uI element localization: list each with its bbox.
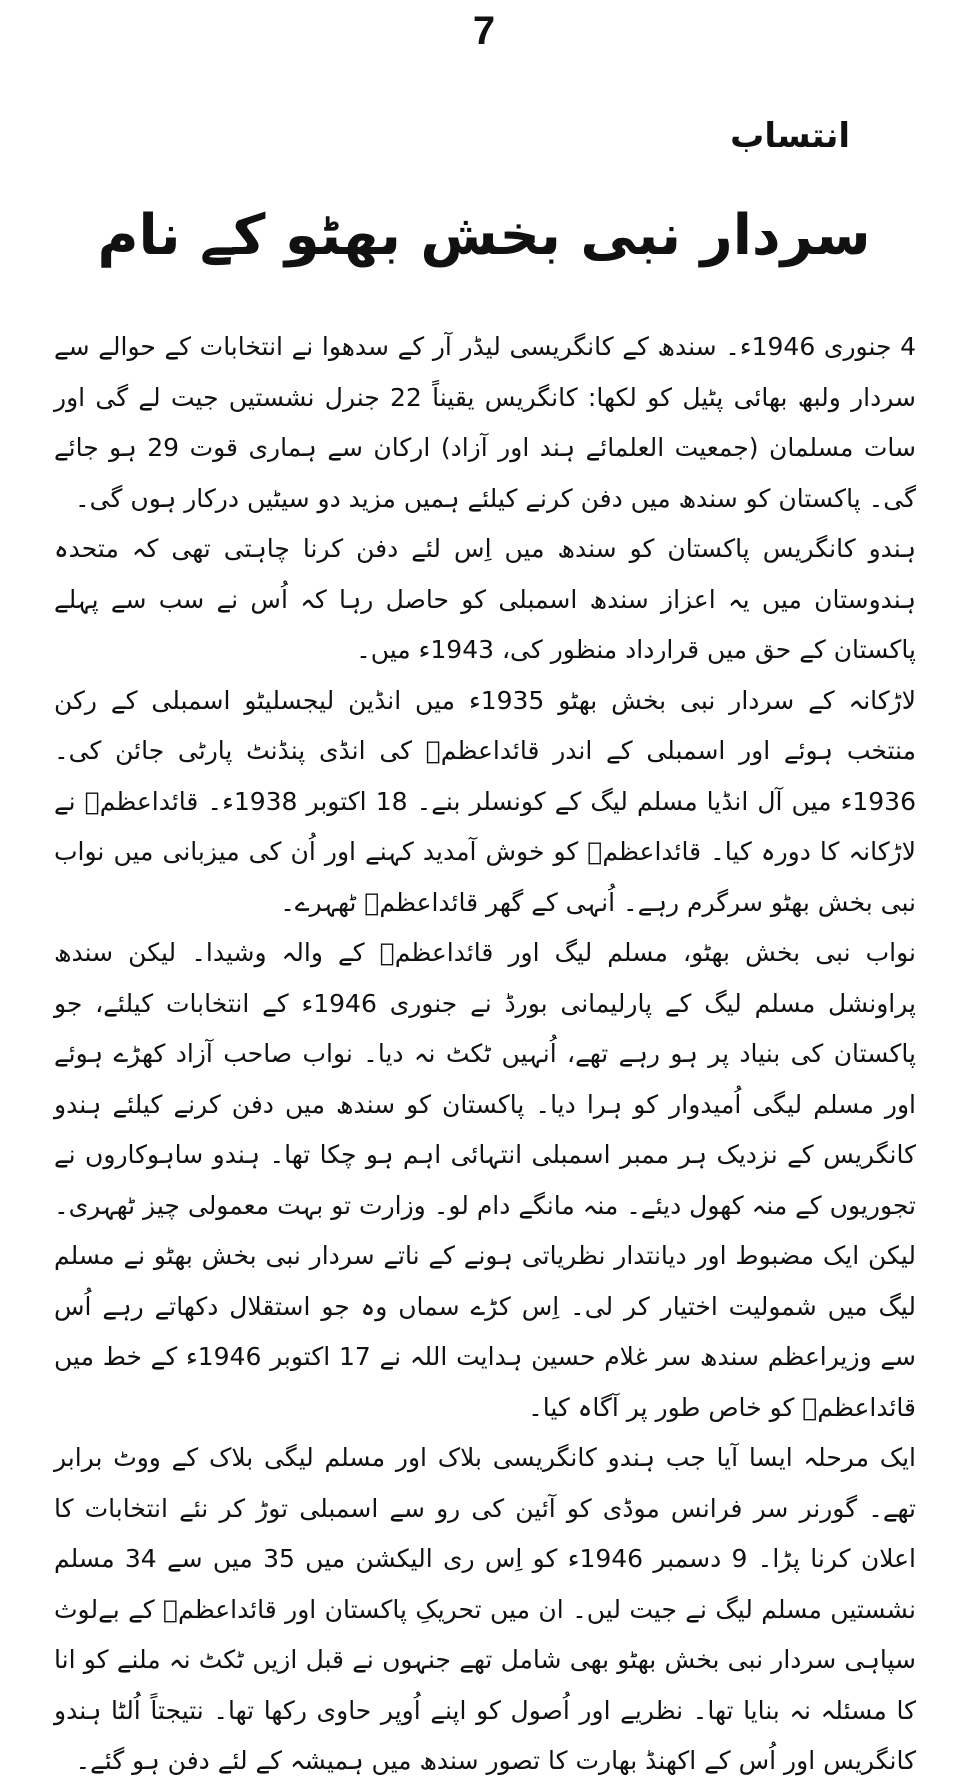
paragraph: ہندو کانگریس پاکستان کو سندھ میں اِس لئے دفن کرنا چاہتی تھی کہ متحدہ ہندوستان میں یہ اعزاز سندھ اسمبلی کو حاصل رہا کہ اُس نے سب سے پہلے پاکستان کے حق میں قرارداد منظور کی، 1943ء میں۔ — [54, 534, 916, 664]
paragraph: 4 جنوری 1946ء۔ سندھ کے کانگریسی لیڈر آر کے سدھوا نے انتخابات کے حوالے سے سردار ولبھ بھائی پٹیل کو لکھا: کانگریس یقیناً 22 جنرل نشستیں جیت لے گی اور سات مسلمان (جمعیت العلمائے ہند اور آزاد) ارکان سے ہماری قوت 29 ہو جائے گی۔ پاکستان کو سندھ میں دفن کرنے کیلئے ہمیں مزید دو سیٹیں درکار ہوں گی۔ — [54, 332, 916, 513]
dedication-text — [54, 322, 916, 1787]
dedication-label: انتساب — [730, 116, 850, 156]
page-number: 7 — [472, 9, 496, 53]
paragraph: ایک مرحلہ ایسا آیا جب ہندو کانگریسی بلاک اور مسلم لیگی بلاک کے ووٹ برابر تھے۔ گورنر سر فرانس موڈی کو آئین کی رو سے اسمبلی توڑ کر نئے انتخابات کا اعلان کرنا پڑا۔ 9 دسمبر 1946ء کو اِس ری الیکشن میں 35 میں سے 34 مسلم نشستیں مسلم لیگ نے جیت لیں۔ ان میں تحریکِ پاکستان اور قائداعظمؒ کے بےلوث سپاہی سردار نبی بخش بھٹو بھی شامل تھے جنہوں نے قبل ازیں ٹکٹ نہ ملنے کو انا کا مسئلہ نہ بنایا تھا۔ نظریے اور اُصول کو اپنے اُوپر حاوی رکھا تھا۔ نتیجتاً اُلٹا ہندو کانگریس اور اُس کے اکھنڈ بھارت کا تصور سندھ میں ہمیشہ کے لئے دفن ہو گئے۔ — [54, 1443, 916, 1775]
paragraph: لاڑکانہ کے سردار نبی بخش بھٹو 1935ء میں انڈین لیجسلیٹو اسمبلی کے رکن منتخب ہوئے اور اسمبلی کے اندر قائداعظمؒ کی انڈی پنڈنٹ پارٹی جائن کی۔ 1936ء میں آل انڈیا مسلم لیگ کے کونسلر بنے۔ 18 اکتوبر 1938ء۔ قائداعظمؒ نے لاڑکانہ کا دورہ کیا۔ قائداعظمؒ کو خوش آمدید کہنے اور اُن کی میزبانی میں نواب نبی بخش بھٹو سرگرم رہے۔ اُنہی کے گھر قائداعظمؒ ٹھہرے۔ — [54, 685, 916, 917]
dedication-title: سردار نبی بخش بھٹو کے نام — [97, 203, 871, 268]
paragraph: نواب نبی بخش بھٹو، مسلم لیگ اور قائداعظمؒ کے والہ وشیدا۔ لیکن سندھ پراونشل مسلم لیگ کے پارلیمانی بورڈ نے جنوری 1946ء کے انتخابات کیلئے، جو پاکستان کی بنیاد پر ہو رہے تھے، اُنہیں ٹکٹ نہ دیا۔ نواب صاحب آزاد کھڑے ہوئے اور مسلم لیگی اُمیدوار کو ہرا دیا۔ پاکستان کو سندھ میں دفن کرنے کیلئے ہندو کانگریس کے نزدیک ہر ممبر اسمبلی انتہائی اہم ہو چکا تھا۔ ہندو ساہوکاروں نے تجوریوں کے منہ کھول دیئے۔ منہ مانگے دام لو۔ وزارت تو بہت معمولی چیز ٹھہری۔ لیکن ایک مضبوط اور دیانتدار نظریاتی ہونے کے ناتے سردار نبی بخش بھٹو نے مسلم لیگ میں شمولیت اختیار کر لی۔ اِس کڑے سماں وہ جو استقلال دکھاتے رہے اُس سے وزیراعظم سندھ سر غلام حسین ہدایت اللہ نے 17 اکتوبر 1946ء کے خط میں قائداعظمؒ کو خاص طور پر آگاہ کیا۔ — [54, 938, 917, 1422]
